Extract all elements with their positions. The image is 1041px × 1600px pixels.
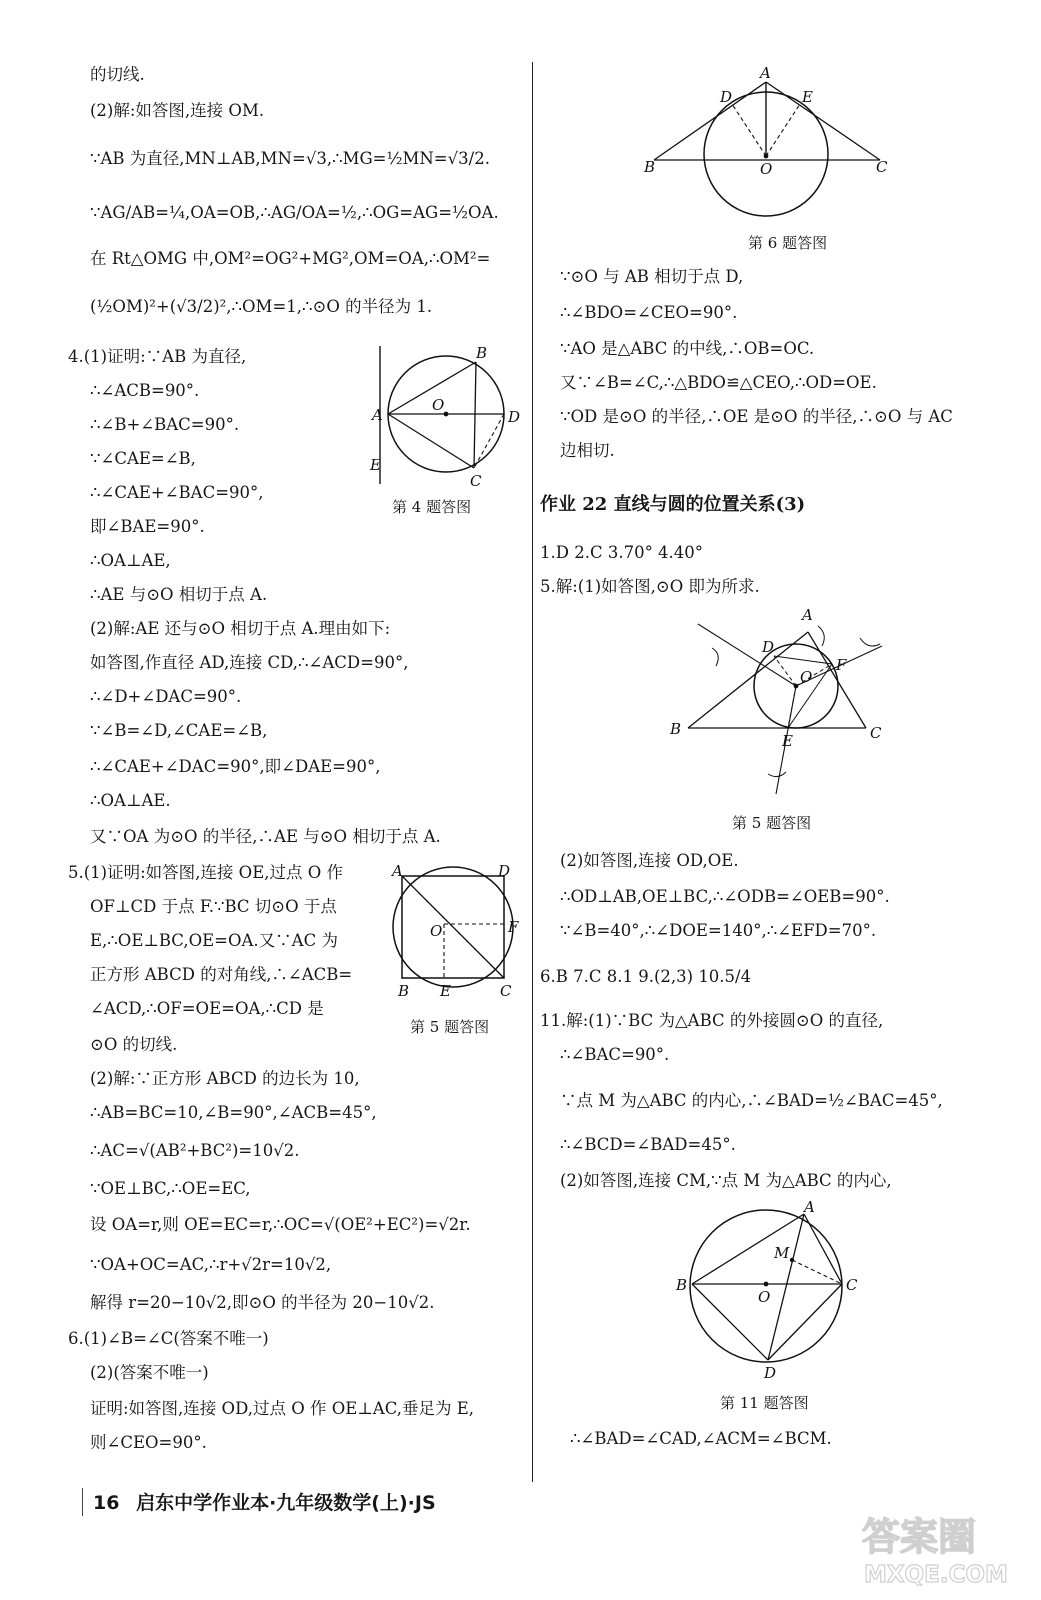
text-line: ∵OA+OC=AC,∴r+√2r=10√2, bbox=[90, 1255, 332, 1274]
fig5-label-d: D bbox=[498, 862, 511, 880]
page-footer bbox=[93, 1488, 436, 1515]
fig5-label-a: A bbox=[392, 862, 403, 880]
fig5b-label-d: D bbox=[762, 638, 775, 656]
text-line: (2)解:如答图,连接 OM. bbox=[90, 101, 265, 120]
text-line: (½OM)²+(√3/2)²,∴OM=1,∴⊙O 的半径为 1. bbox=[90, 297, 433, 316]
text-line: 4.(1)证明:∵AB 为直径, bbox=[68, 347, 247, 366]
text-line: ∵∠B=40°,∴∠DOE=140°,∴∠EFD=70°. bbox=[560, 921, 877, 940]
fig6-label-c: C bbox=[876, 158, 888, 176]
text-line: ∴OD⊥AB,OE⊥BC,∴∠ODB=∠OEB=90°. bbox=[560, 887, 890, 906]
text-line: ⊙O 的切线. bbox=[90, 1035, 178, 1054]
text-line: ∵点 M 为△ABC 的内心,∴∠BAD=½∠BAC=45°, bbox=[560, 1091, 943, 1110]
fig5-label-b: B bbox=[398, 982, 410, 1000]
fig11-caption: 第 11 题答图 bbox=[720, 1394, 809, 1412]
text-line: 6.B 7.C 8.1 9.(2,3) 10.5/4 bbox=[540, 967, 752, 986]
fig4-label-e: E bbox=[370, 456, 381, 474]
fig6-caption: 第 6 题答图 bbox=[748, 234, 828, 252]
fig5-label-o: O bbox=[430, 922, 443, 940]
figure-11-diagram bbox=[670, 1198, 860, 1382]
fig5b-label-f: F bbox=[836, 656, 847, 674]
fig5b-label-c: C bbox=[870, 724, 882, 742]
fig5b-label-e: E bbox=[782, 732, 793, 750]
text-line: ∵AO 是△ABC 的中线,∴OB=OC. bbox=[560, 339, 815, 358]
footer-rule bbox=[82, 1488, 83, 1516]
fig5b-label-a: A bbox=[802, 606, 813, 624]
fig11-label-m: M bbox=[774, 1244, 790, 1262]
text-line: (2)解:∵正方形 ABCD 的边长为 10, bbox=[90, 1069, 360, 1088]
text-line: 5.(1)证明:如答图,连接 OE,过点 O 作 bbox=[68, 863, 343, 882]
text-line: 1.D 2.C 3.70° 4.40° bbox=[540, 543, 704, 562]
text-line: 如答图,作直径 AD,连接 CD,∴∠ACD=90°, bbox=[90, 653, 409, 672]
fig4-label-b: B bbox=[476, 344, 488, 362]
text-line: ∵∠CAE=∠B, bbox=[90, 449, 196, 468]
watermark-text-bottom: MXQE.COM bbox=[864, 1562, 1008, 1588]
fig6-label-e: E bbox=[802, 88, 813, 106]
text-line: (2)如答图,连接 CM,∵点 M 为△ABC 的内心, bbox=[560, 1171, 892, 1190]
text-line: ∴AC=√(AB²+BC²)=10√2. bbox=[90, 1141, 300, 1160]
figure-5-diagram bbox=[386, 860, 526, 1000]
text-line: (2)解:AE 还与⊙O 相切于点 A.理由如下: bbox=[90, 619, 391, 638]
text-line: OF⊥CD 于点 F.∵BC 切⊙O 于点 bbox=[90, 897, 337, 916]
text-line: ∵∠B=∠D,∠CAE=∠B, bbox=[90, 721, 268, 740]
text-line: ∴AB=BC=10,∠B=90°,∠ACB=45°, bbox=[90, 1103, 377, 1122]
text-line: 又∵∠B=∠C,∴△BDO≌△CEO,∴OD=OE. bbox=[560, 373, 877, 392]
text-line: 的切线. bbox=[90, 65, 145, 84]
text-line: ∴OA⊥AE. bbox=[90, 791, 171, 810]
text-line: ∴OA⊥AE, bbox=[90, 551, 171, 570]
text-line: ∴∠B+∠BAC=90°. bbox=[90, 415, 240, 434]
text-line: 即∠BAE=90°. bbox=[90, 517, 205, 536]
page-number: 16 bbox=[93, 1492, 120, 1514]
watermark-text-top: 答案圈 bbox=[862, 1515, 977, 1559]
column-divider bbox=[532, 62, 533, 1482]
text-line: 6.(1)∠B=∠C(答案不唯一) bbox=[68, 1329, 269, 1348]
text-line: 又∵OA 为⊙O 的半径,∴AE 与⊙O 相切于点 A. bbox=[90, 827, 441, 846]
text-line: ∴∠BAC=90°. bbox=[560, 1045, 670, 1064]
text-line: ∴∠CAE+∠BAC=90°, bbox=[90, 483, 264, 502]
fig5b-label-b: B bbox=[670, 720, 682, 738]
figure-4-diagram bbox=[366, 340, 526, 490]
text-line: ∵AB 为直径,MN⊥AB,MN=√3,∴MG=½MN=√3/2. bbox=[90, 149, 490, 168]
fig6-label-b: B bbox=[644, 158, 656, 176]
fig11-label-c: C bbox=[846, 1276, 858, 1294]
text-line: (2)(答案不唯一) bbox=[90, 1363, 209, 1382]
text-line: 正方形 ABCD 的对角线,∴∠ACB= bbox=[90, 965, 353, 984]
fig4-label-a: A bbox=[372, 406, 383, 424]
text-line: ∵OD 是⊙O 的半径,∴OE 是⊙O 的半径,∴⊙O 与 AC bbox=[560, 407, 953, 426]
text-line: 边相切. bbox=[560, 441, 615, 460]
text-line: 则∠CEO=90°. bbox=[90, 1433, 207, 1452]
text-line: 在 Rt△OMG 中,OM²=OG²+MG²,OM=OA,∴OM²= bbox=[90, 249, 491, 268]
text-line: ∵AG/AB=¼,OA=OB,∴AG/OA=½,∴OG=AG=½OA. bbox=[90, 203, 499, 222]
text-line: 设 OA=r,则 OE=EC=r,∴OC=√(OE²+EC²)=√2r. bbox=[90, 1215, 471, 1234]
fig5b-label-o: O bbox=[800, 668, 813, 686]
text-line: ∠ACD,∴OF=OE=OA,∴CD 是 bbox=[90, 999, 324, 1018]
fig11-label-d: D bbox=[764, 1364, 777, 1382]
text-line: ∴∠CAE+∠DAC=90°,即∠DAE=90°, bbox=[90, 757, 381, 776]
text-line: 11.解:(1)∵BC 为△ABC 的外接圆⊙O 的直径, bbox=[540, 1011, 884, 1030]
text-line: 解得 r=20−10√2,即⊙O 的半径为 20−10√2. bbox=[90, 1293, 435, 1312]
fig11-label-o: O bbox=[758, 1288, 771, 1306]
fig5-label-e: E bbox=[440, 982, 451, 1000]
fig6-label-a: A bbox=[760, 64, 771, 82]
fig5b-caption: 第 5 题答图 bbox=[732, 814, 812, 832]
text-line: ∴AE 与⊙O 相切于点 A. bbox=[90, 585, 268, 604]
figure-5b-diagram bbox=[664, 604, 894, 808]
text-line: ∴∠D+∠DAC=90°. bbox=[90, 687, 242, 706]
homework-title: 作业 22 直线与圆的位置关系(3) bbox=[540, 494, 806, 515]
fig4-caption: 第 4 题答图 bbox=[392, 498, 472, 516]
figure-6-diagram bbox=[640, 64, 900, 230]
fig11-label-b: B bbox=[676, 1276, 688, 1294]
fig6-label-d: D bbox=[720, 88, 733, 106]
fig4-label-d: D bbox=[508, 408, 521, 426]
text-line: E,∴OE⊥BC,OE=OA.又∵AC 为 bbox=[90, 931, 338, 950]
text-line: (2)如答图,连接 OD,OE. bbox=[560, 851, 739, 870]
fig5-label-f: F bbox=[508, 918, 519, 936]
fig4-label-o: O bbox=[432, 396, 445, 414]
text-line: ∵⊙O 与 AB 相切于点 D, bbox=[560, 267, 744, 286]
text-line: ∴∠BAD=∠CAD,∠ACM=∠BCM. bbox=[570, 1429, 832, 1448]
fig11-label-a: A bbox=[804, 1198, 815, 1216]
book-title: 启东中学作业本·九年级数学(上)·JS bbox=[136, 1492, 436, 1514]
text-line: 5.解:(1)如答图,⊙O 即为所求. bbox=[540, 577, 760, 596]
text-line: ∴∠BDO=∠CEO=90°. bbox=[560, 303, 738, 322]
text-line: ∴∠BCD=∠BAD=45°. bbox=[560, 1135, 736, 1154]
fig4-label-c: C bbox=[470, 472, 482, 490]
watermark-logo bbox=[852, 1508, 1030, 1588]
text-line: ∴∠ACB=90°. bbox=[90, 381, 200, 400]
text-line: ∵OE⊥BC,∴OE=EC, bbox=[90, 1179, 251, 1198]
fig6-label-o: O bbox=[760, 160, 773, 178]
fig5-caption: 第 5 题答图 bbox=[410, 1018, 490, 1036]
fig5-label-c: C bbox=[500, 982, 512, 1000]
text-line: 证明:如答图,连接 OD,过点 O 作 OE⊥AC,垂足为 E, bbox=[90, 1399, 475, 1418]
